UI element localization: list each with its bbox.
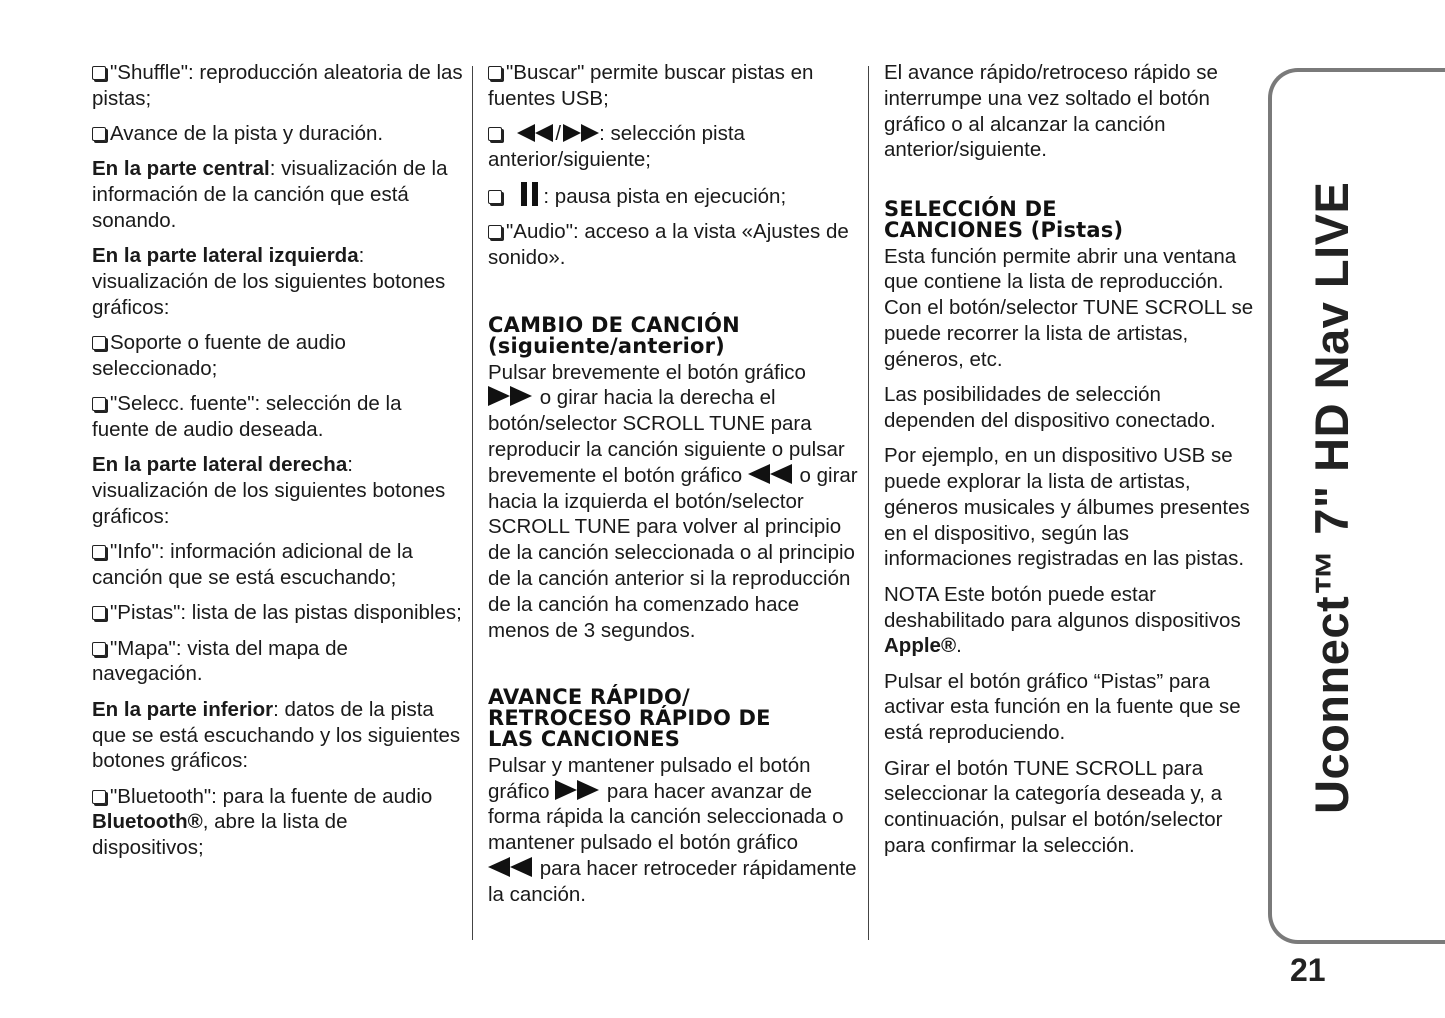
paragraph-prevnext: / : selección pista anterior/siguiente; xyxy=(488,122,745,171)
paragraph-selection-3: Por ejemplo, en un dispositivo USB se puede explorar la lista de artistas, géneros musicales y álbumes presentes en el dispositivo, según las informaciones registradas en las pistas. xyxy=(884,444,1250,571)
paragraph-tracks: "Pistas": lista de las pistas disponibles; xyxy=(92,600,464,626)
left-label: En la parte lateral izquierda xyxy=(92,244,359,268)
paragraph-selection-2: Las posibilidades de selección dependen del dispositivo conectado. xyxy=(884,383,1216,432)
bullet-icon xyxy=(488,190,502,204)
bullet-icon xyxy=(92,127,106,141)
paragraph-right: En la parte lateral derecha: visualización de los siguientes botones gráficos: xyxy=(92,453,446,528)
paragraph-info: "Info": información adicional de la canción que se está escuchando; xyxy=(92,540,413,590)
paragraph-bluetooth: "Bluetooth": para la fuente de audio Bluetooth®, abre la lista de dispositivos; xyxy=(92,784,433,860)
paragraph-selection-4: Pulsar el botón gráfico “Pistas” para activar esta función en la fuente que se está reproduciendo. xyxy=(884,669,1241,745)
column-3 xyxy=(884,60,1256,868)
paragraph-source: Soporte o fuente de audio seleccionado; xyxy=(92,331,346,380)
page-number: 21 xyxy=(1290,952,1326,988)
bullet-icon xyxy=(92,397,106,411)
column-divider xyxy=(472,66,473,940)
chapter-title: Uconnect™ 7" HD Nav LIVE xyxy=(1305,181,1358,814)
bullet-icon xyxy=(488,66,502,80)
rewind-icon xyxy=(748,463,794,485)
heading-fast: AVANCE RÁPIDO/ RETROCESO RÁPIDO DE LAS CANCIONES xyxy=(488,684,771,751)
paragraph-selection-1: Esta función permite abrir una ventana que contiene la lista de reproducción. Con el botón/selector TUNE SCROLL se puede recorrer la lista de artistas, géneros, etc. xyxy=(884,244,1254,371)
paragraph-selection-5: Girar el botón TUNE SCROLL para seleccionar la categoría deseada y, a continuación, pulsar el botón/selector para confirmar la selección. xyxy=(884,756,1223,857)
bullet-icon xyxy=(92,790,106,804)
fast-forward-icon xyxy=(561,123,599,143)
paragraph-map: "Mapa": vista del mapa de navegación. xyxy=(92,636,348,686)
bullet-icon xyxy=(488,127,502,141)
paragraph-fast: Pulsar y mantener pulsado el botón gráfico para hacer avanzar de forma rápida la canción seleccionada o mantener pulsado el botón gráfico para hacer retroceder rápidamente la canción. xyxy=(488,753,857,906)
heading-song-selection: SELECCIÓN DE CANCIONES (Pistas) xyxy=(884,196,1124,242)
bullet-icon xyxy=(92,642,106,656)
rewind-icon xyxy=(517,123,555,143)
paragraph-progress: Avance de la pista y duración. xyxy=(92,121,464,147)
bullet-icon xyxy=(488,225,502,239)
bullet-icon xyxy=(92,66,106,80)
paragraph-shuffle: "Shuffle": reproducción aleatoria de las pistas; xyxy=(92,61,463,110)
paragraph-note: NOTA Este botón puede estar deshabilitado para algunos dispositivos Apple®. xyxy=(884,582,1241,658)
pause-icon xyxy=(517,182,543,206)
paragraph-song-change: Pulsar brevemente el botón gráfico o girar hacia la derecha el botón/selector SCROLL TUNE para reproducir la canción siguiente o pulsar brevemente el botón gráfico o girar hacia la izquierda el botón/selector SCROLL TUNE para volver al principio de la canción seleccionada o al principio de la canción anterior si la reproducción de la canción ha comenzado hace menos de 3 segundos. xyxy=(488,360,858,642)
paragraph-pause: : pausa pista en ejecución; xyxy=(488,182,860,210)
rewind-icon xyxy=(488,856,534,878)
fast-forward-icon xyxy=(555,779,601,801)
bullet-icon xyxy=(92,606,106,620)
paragraph-select-source: "Selecc. fuente": selección de la fuente de audio deseada. xyxy=(92,392,402,442)
paragraph-left: En la parte lateral izquierda: visualización de los siguientes botones gráficos: xyxy=(92,244,446,319)
paragraph-fast-continued: El avance rápido/retroceso rápido se interrumpe una vez soltado el botón gráfico o al alcanzar la canción anterior/siguiente. xyxy=(884,61,1218,162)
bullet-icon xyxy=(92,545,106,559)
paragraph-bottom: En la parte inferior: datos de la pista que se está escuchando y los siguientes botones gráficos: xyxy=(92,697,461,773)
bottom-label: En la parte inferior xyxy=(92,697,274,721)
paragraph-search: "Buscar" permite buscar pistas en fuentes USB; xyxy=(488,61,814,110)
right-label: En la parte lateral derecha xyxy=(92,453,348,477)
column-divider xyxy=(868,66,869,940)
column-1 xyxy=(92,60,464,871)
bullet-icon xyxy=(92,336,106,350)
central-label: En la parte central xyxy=(92,157,270,181)
fast-forward-icon xyxy=(488,385,534,407)
column-2 xyxy=(488,60,860,917)
paragraph-central: En la parte central: visualización de la información de la canción que está sonando. xyxy=(92,157,448,232)
heading-song-change: CAMBIO DE CANCIÓN (siguiente/anterior) xyxy=(488,312,740,358)
paragraph-audio: "Audio": acceso a la vista «Ajustes de sonido». xyxy=(488,220,849,270)
